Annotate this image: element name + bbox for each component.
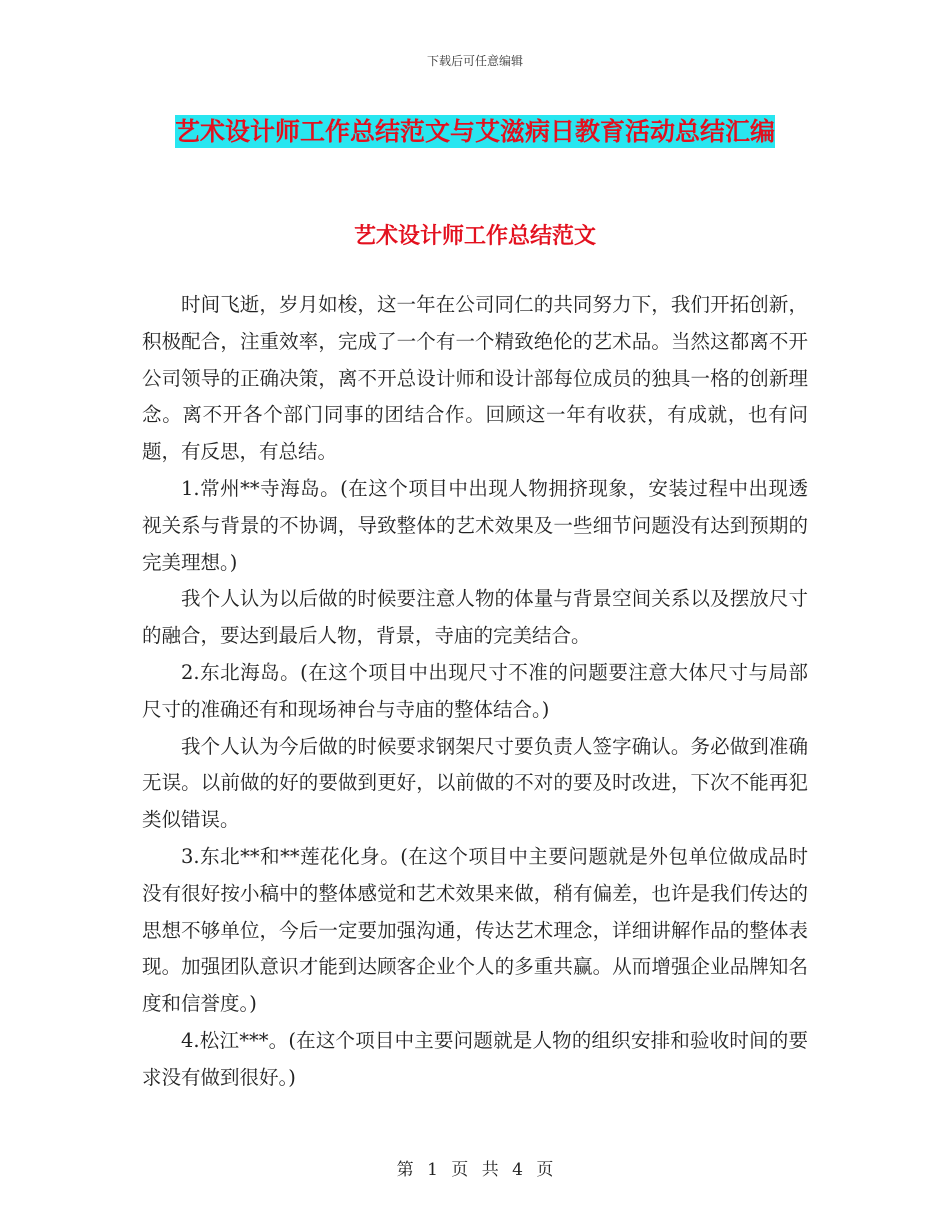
paragraph-item-2: 2.东北海岛。(在这个项目中出现尺寸不准的问题要注意大体尺寸与局部尺寸的准确还有和现场神台与寺庙的整体结合。)	[142, 660, 808, 721]
footer-total-prefix: 共	[481, 1160, 499, 1180]
section-title: 艺术设计师工作总结范文	[353, 224, 596, 249]
footer-prefix: 第	[396, 1160, 414, 1180]
footer-total-pages: 4	[512, 1160, 523, 1180]
footer-total-unit: 页	[536, 1160, 554, 1180]
paragraph-intro: 时间飞逝，岁月如梭，这一年在公司同仁的共同努力下，我们开拓创新，积极配合，注重效率，完成了一个有一个精致绝伦的艺术品。当然这都离不开公司领导的正确决策，离不开总设计师和设计部每位成员的独具一格的创新理念。离不开各个部门同事的团结合作。回顾这一年有收获，有成就，也有问题，有反思，有总结。	[142, 293, 808, 464]
paragraph-item-3: 3.东北**和**莲花化身。(在这个项目中主要问题就是外包单位做成品时没有很好按小稿中的整体感觉和艺术效果来做，稍有偏差，也许是我们传达的思想不够单位，今后一定要加强沟通，传达艺术理念，详细讲解作品的整体表现。加强团队意识才能到达顾客企业个人的多重共赢。从而增强企业品牌知名度和信誉度。)	[142, 844, 808, 1016]
header-note: 下载后可任意编辑	[426, 54, 523, 68]
document-title-text: 艺术设计师工作总结范文与艾滋病日教育活动总结汇编	[174, 117, 775, 146]
footer-page-number: 1	[427, 1160, 438, 1180]
paragraph-item-1-reflection: 我个人认为以后做的时候要注意人物的体量与背景空间关系以及摆放尺寸的融合，要达到最后人物，背景，寺庙的完美结合。	[142, 587, 808, 648]
document-title	[140, 110, 810, 154]
paragraph-item-4: 4.松江***。(在这个项目中主要问题就是人物的组织安排和验收时间的要求没有做到很好。)	[142, 1028, 808, 1089]
paragraph-item-2-reflection: 我个人认为今后做的时候要求钢架尺寸要负责人签字确认。务必做到准确无误。以前做的好的要做到更好，以前做的不对的要及时改进，下次不能再犯类似错误。	[142, 734, 808, 832]
paragraph-item-1: 1.常州**寺海岛。(在这个项目中出现人物拥挤现象，安装过程中出现透视关系与背景的不协调，导致整体的艺术效果及一些细节问题没有达到预期的完美理想。)	[142, 476, 808, 574]
footer-page-unit: 页	[451, 1160, 469, 1180]
page-footer	[0, 1155, 950, 1180]
body-text	[142, 287, 808, 1097]
